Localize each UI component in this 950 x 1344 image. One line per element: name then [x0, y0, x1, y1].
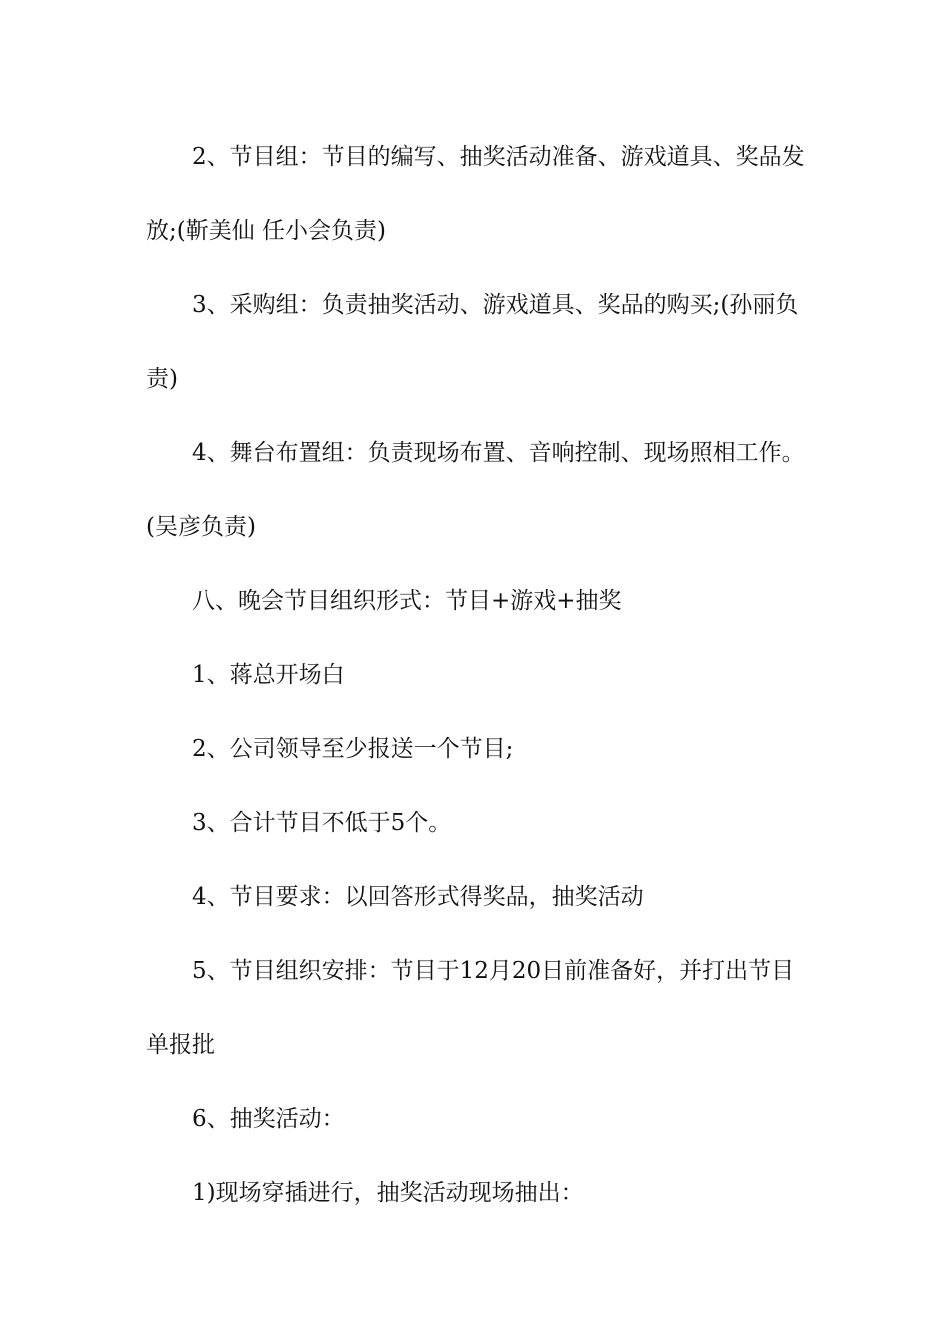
section-heading-program-format: 八、晚会节目组织形式：节目+游戏+抽奖 — [192, 588, 622, 614]
list-item-lottery: 6、抽奖活动： — [192, 1106, 345, 1132]
list-item-leader-program: 2、公司领导至少报送一个节目; — [192, 736, 514, 762]
list-item-program-count: 3、合计节目不低于5个。 — [192, 810, 452, 836]
paragraph-program-group: 2、节目组：节目的编写、抽奖活动准备、游戏道具、奖品发放;(靳美仙 任小会负责) — [146, 144, 805, 244]
sub-item-lottery-onsite: 1)现场穿插进行，抽奖活动现场抽出： — [192, 1180, 584, 1206]
list-item-opening-speech: 1、蒋总开场白 — [192, 662, 345, 688]
list-item-program-requirements: 4、节目要求：以回答形式得奖品，抽奖活动 — [192, 884, 644, 910]
list-item-program-schedule: 5、节目组织安排：节目于12月20日前准备好，并打出节目单报批 — [146, 958, 795, 1058]
paragraph-stage-group: 4、舞台布置组：负责现场布置、音响控制、现场照相工作。(吴彦负责) — [146, 440, 805, 540]
paragraph-purchasing-group: 3、采购组：负责抽奖活动、游戏道具、奖品的购买;(孙丽负责) — [146, 292, 799, 392]
document-body — [146, 120, 816, 1230]
